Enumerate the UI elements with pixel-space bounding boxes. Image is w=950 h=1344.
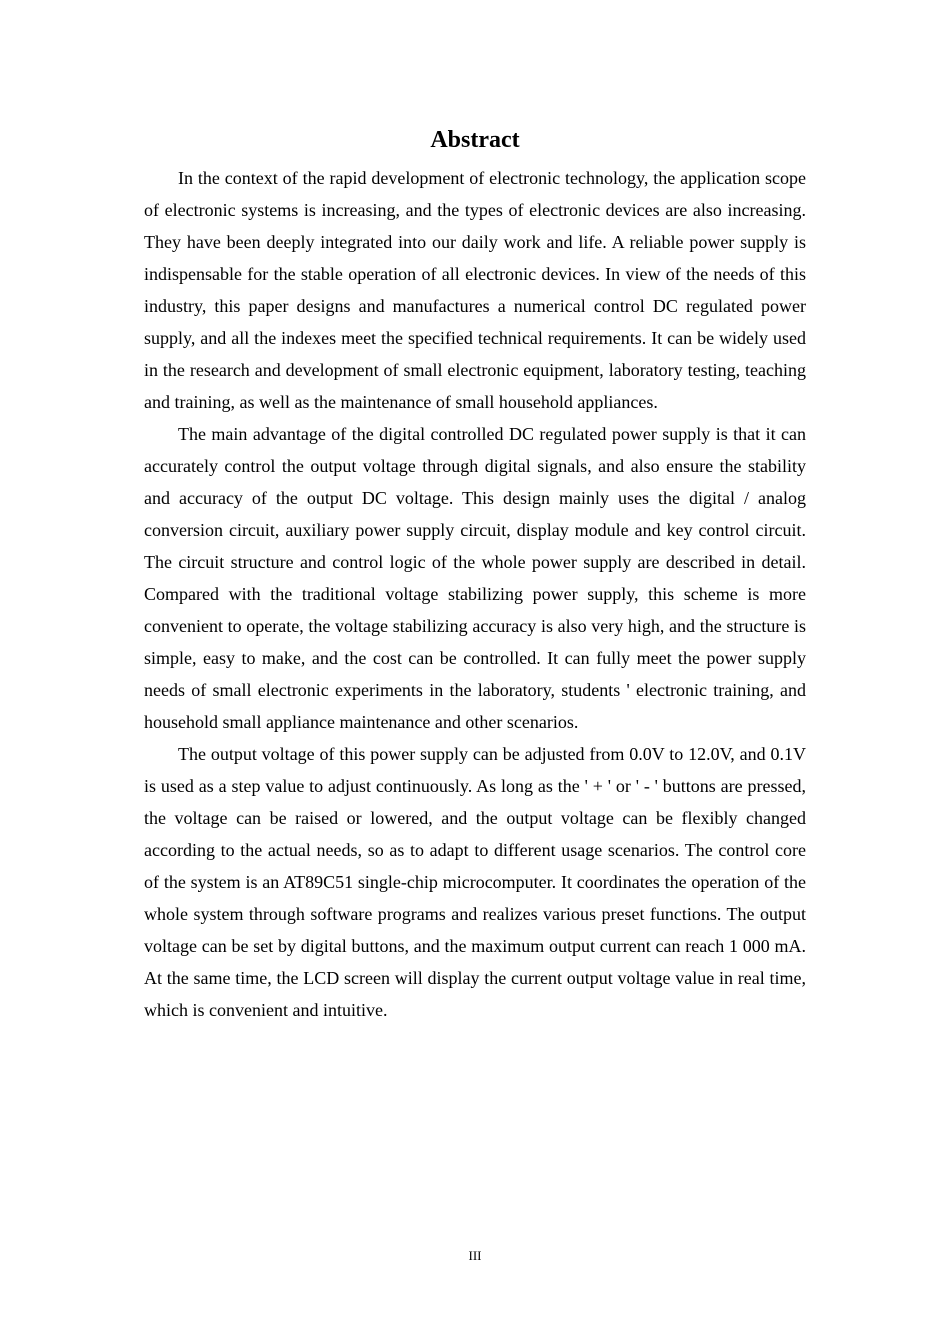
abstract-paragraph-3: The output voltage of this power supply can be adjusted from 0.0V to 12.0V, and 0.1V is used as a step value to adjust continuously. As long as the ' + ' or ' - ' buttons are pressed, the voltage can be raised or lowered, and the output voltage can be flexibly changed according to the actual needs, so as to adapt to different usage scenarios. The control core of the system is an AT89C51 single-chip microcomputer. It coordinates the operation of the whole system through software programs and realizes various preset functions. The output voltage can be set by digital buttons, and the maximum output current can reach 1 000 mA. At the same time, the LCD screen will display the current output voltage value in real time, which is convenient and intuitive. <box>144 744 806 1020</box>
abstract-paragraph-2: The main advantage of the digital controlled DC regulated power supply is that it can accurately control the output voltage through digital signals, and also ensure the stability and accuracy of the output DC voltage. This design mainly uses the digital / analog conversion circuit, auxiliary power supply circuit, display module and key control circuit. The circuit structure and control logic of the whole power supply are described in detail. Compared with the traditional voltage stabilizing power supply, this scheme is more convenient to operate, the voltage stabilizing accuracy is also very high, and the structure is simple, easy to make, and the cost can be controlled. It can fully meet the power supply needs of small electronic experiments in the laboratory, students ' electronic training, and household small appliance maintenance and other scenarios. <box>144 424 806 732</box>
abstract-heading: Abstract <box>430 127 520 153</box>
abstract-page <box>144 122 806 1026</box>
page-number: III <box>468 1248 482 1263</box>
abstract-paragraph-1: In the context of the rapid development of electronic technology, the application scope of electronic systems is increasing, and the types of electronic devices are also increasing. They have been deeply integrated into our daily work and life. A reliable power supply is indispensable for the stable operation of all electronic devices. In view of the needs of this industry, this paper designs and manufactures a numerical control DC regulated power supply, and all the indexes meet the specified technical requirements. It can be widely used in the research and development of small electronic equipment, laboratory testing, teaching and training, as well as the maintenance of small household appliances. <box>144 168 806 412</box>
